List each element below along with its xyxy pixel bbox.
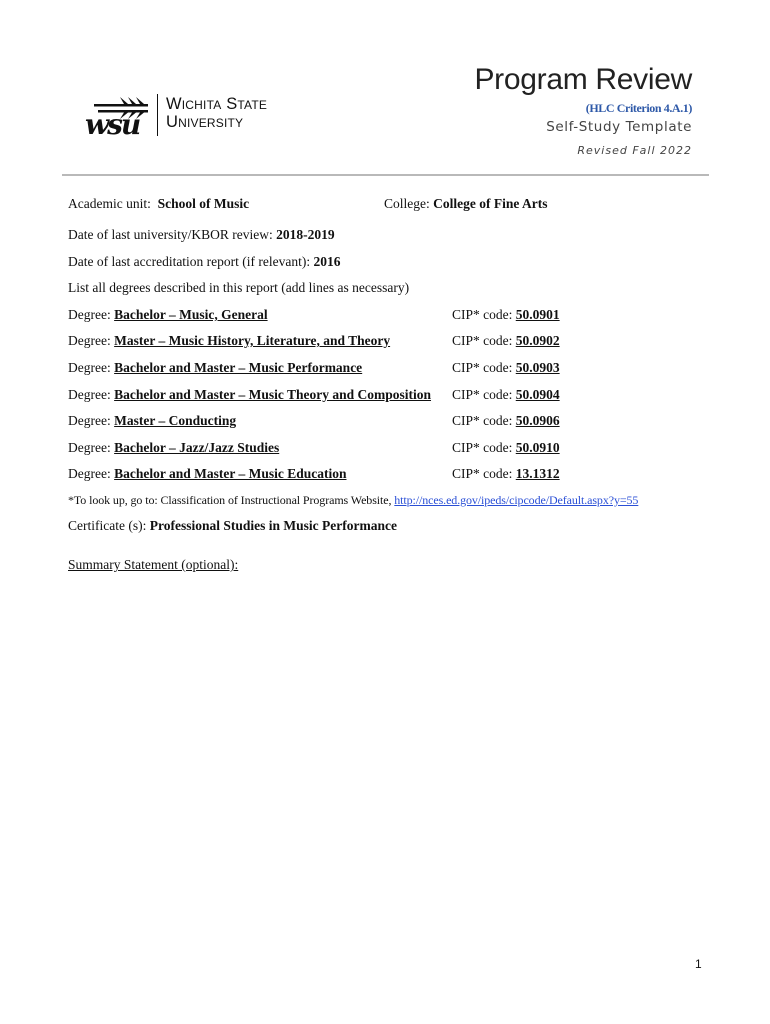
certificate-value: Professional Studies in Music Performance bbox=[149, 518, 397, 533]
cip-label: CIP* code: bbox=[452, 333, 513, 348]
criterion-label: (HLC Criterion 4.A.1) bbox=[585, 101, 692, 115]
logo-divider bbox=[157, 94, 158, 136]
cip-label: CIP* code: bbox=[452, 466, 513, 481]
page-title: Program Review bbox=[474, 63, 692, 96]
certificate-row bbox=[68, 518, 397, 534]
college-row bbox=[384, 196, 547, 212]
cip-label: CIP* code: bbox=[452, 387, 513, 402]
degree-name: Bachelor and Master – Music Theory and Composition bbox=[114, 387, 432, 402]
title-block bbox=[332, 60, 692, 157]
cip-code: 50.0902 bbox=[515, 333, 560, 348]
academic-unit-row bbox=[68, 196, 249, 212]
logo-letters: wsu bbox=[85, 108, 140, 138]
cip-footnote bbox=[68, 493, 638, 508]
last-accreditation-label: Date of last accreditation report (if relevant): bbox=[68, 254, 311, 269]
degree-name: Master – Music History, Literature, and Theory bbox=[114, 333, 391, 348]
degree-name: Bachelor and Master – Music Education bbox=[114, 466, 347, 481]
subtitle: Self-Study Template bbox=[546, 119, 692, 135]
cip-code: 50.0910 bbox=[515, 440, 560, 455]
degree-row bbox=[68, 360, 362, 376]
cip-label: CIP* code: bbox=[452, 440, 513, 455]
cip-row bbox=[452, 440, 560, 456]
cip-code: 50.0906 bbox=[515, 413, 560, 428]
cip-code: 50.0903 bbox=[515, 360, 560, 375]
revised-date: Revised Fall 2022 bbox=[577, 144, 692, 157]
logo-line-2: University bbox=[166, 113, 244, 131]
certificate-label: Certificate (s): bbox=[68, 518, 147, 533]
logo-wordmark bbox=[166, 95, 267, 131]
degree-row bbox=[68, 466, 347, 482]
degree-name: Bachelor – Music, General bbox=[114, 307, 268, 322]
degree-label: Degree: bbox=[68, 387, 111, 402]
degree-row bbox=[68, 440, 279, 456]
degree-label: Degree: bbox=[68, 333, 111, 348]
academic-unit-label: Academic unit: bbox=[68, 196, 151, 211]
degree-name: Bachelor – Jazz/Jazz Studies bbox=[114, 440, 280, 455]
cip-label: CIP* code: bbox=[452, 307, 513, 322]
college-label: College: bbox=[384, 196, 430, 211]
degree-label: Degree: bbox=[68, 413, 111, 428]
degrees-instruction: List all degrees described in this report (add lines as necessary) bbox=[68, 280, 410, 295]
shocker-wheat-logo-icon bbox=[84, 92, 150, 138]
degree-row bbox=[68, 333, 390, 349]
degree-row bbox=[68, 413, 236, 429]
degree-row bbox=[68, 307, 268, 323]
cip-code: 50.0904 bbox=[515, 387, 560, 402]
cip-label: CIP* code: bbox=[452, 413, 513, 428]
wsu-logo bbox=[84, 92, 284, 138]
last-accreditation-row bbox=[68, 254, 341, 270]
last-review-value: 2018-2019 bbox=[276, 227, 335, 242]
page-number: 1 bbox=[695, 957, 702, 971]
degree-row bbox=[68, 387, 431, 403]
cip-row bbox=[452, 360, 560, 376]
summary-statement-label: Summary Statement (optional): bbox=[68, 557, 239, 572]
degree-label: Degree: bbox=[68, 466, 111, 481]
degree-label: Degree: bbox=[68, 440, 111, 455]
cip-row bbox=[452, 307, 560, 323]
footnote-text: *To look up, go to: Classification of Instructional Programs Website, bbox=[68, 493, 392, 507]
cip-row bbox=[452, 387, 560, 403]
cip-label: CIP* code: bbox=[452, 360, 513, 375]
logo-line-1: Wichita State bbox=[166, 95, 268, 113]
cip-row bbox=[452, 466, 560, 482]
header-divider bbox=[62, 174, 709, 176]
cip-row bbox=[452, 413, 560, 429]
degree-label: Degree: bbox=[68, 360, 111, 375]
last-review-label: Date of last university/KBOR review: bbox=[68, 227, 273, 242]
degree-name: Bachelor and Master – Music Performance bbox=[114, 360, 363, 375]
academic-unit-value: School of Music bbox=[157, 196, 250, 211]
cip-row bbox=[452, 333, 560, 349]
cip-code: 50.0901 bbox=[515, 307, 560, 322]
last-review-row bbox=[68, 227, 335, 243]
cip-lookup-link[interactable]: http://nces.ed.gov/ipeds/cipcode/Default.aspx?y=55 bbox=[394, 493, 639, 507]
last-accreditation-value: 2016 bbox=[313, 254, 341, 269]
cip-code: 13.1312 bbox=[515, 466, 560, 481]
degree-name: Master – Conducting bbox=[114, 413, 237, 428]
college-value: College of Fine Arts bbox=[433, 196, 548, 211]
degree-label: Degree: bbox=[68, 307, 111, 322]
